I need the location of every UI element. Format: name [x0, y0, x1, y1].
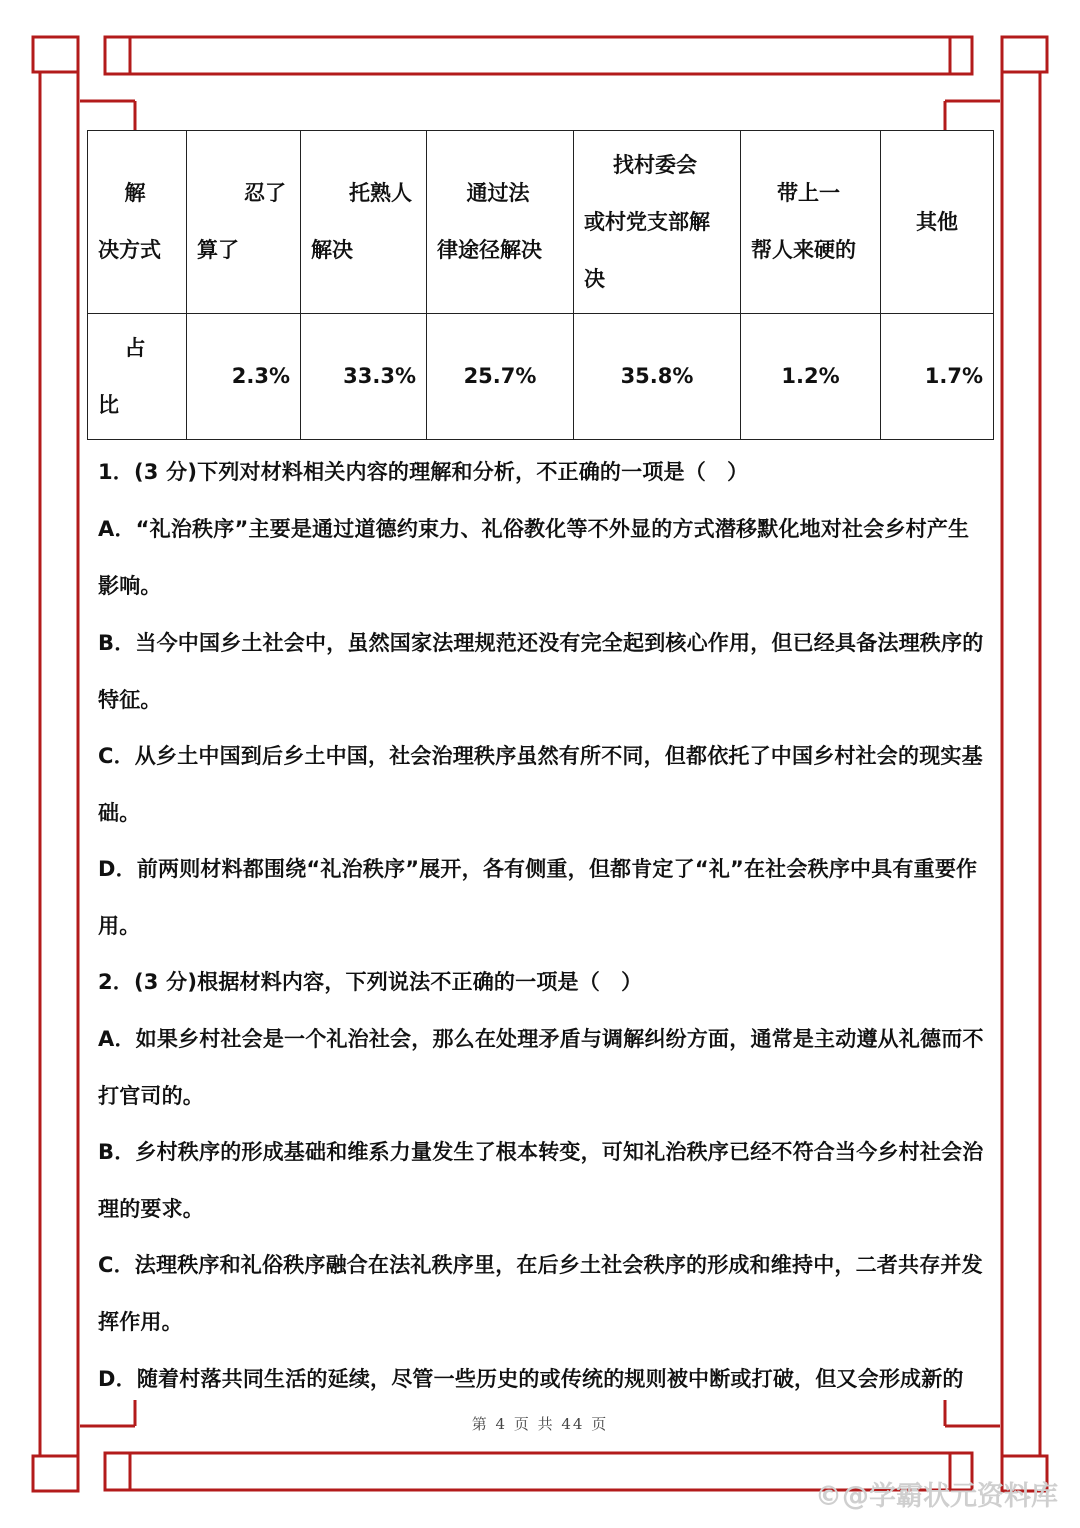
question-2-option-b: B．乡村秩序的形成基础和维系力量发生了根本转变，可知礼治秩序已经不符合当今乡村社会治理的要求。 [98, 1140, 984, 1221]
question-1-option-d: D．前两则材料都围绕“礼治秩序”展开，各有侧重，但都肯定了“礼”在社会秩序中具有重要作用。 [98, 857, 978, 938]
question-2-option-d: D．随着村落共同生活的延续，尽管一些历史的或传统的规则被中断或打破，但又会形成新的 [98, 1367, 964, 1391]
header-cell-village-committee: 找村委会 或村党支部解 决 [574, 131, 741, 314]
question-1-option-c: C．从乡土中国到后乡土中国，社会治理秩序虽然有所不同，但都依托了中国乡村社会的现实基础。 [98, 744, 983, 825]
row-label-cell: 占 比 [88, 314, 187, 440]
header-cell-endure: 忍了 算了 [187, 131, 301, 314]
header-cell-acquaintance: 托熟人 解决 [301, 131, 427, 314]
value-cell: 1.7% [881, 314, 994, 440]
header-cell-other: 其他 [881, 131, 994, 314]
page-number: 第 4 页 共 44 页 [471, 1415, 609, 1433]
value-cell: 25.7% [427, 314, 574, 440]
value-cell: 2.3% [187, 314, 301, 440]
watermark: ©@学霸状元资料库 [815, 1481, 1058, 1512]
header-cell-method: 解 决方式 [88, 131, 187, 314]
value-cell: 35.8% [574, 314, 741, 440]
question-1-option-b: B．当今中国乡土社会中，虽然国家法理规范还没有完全起到核心作用，但已经具备法理秩序的特征。 [98, 631, 984, 712]
header-cell-legal: 通过法 律途径解决 [427, 131, 574, 314]
question-2-option-a: A．如果乡村社会是一个礼治社会，那么在处理矛盾与调解纠纷方面，通常是主动遵从礼德而不打官司的。 [98, 1027, 984, 1108]
value-cell: 33.3% [301, 314, 427, 440]
question-2-stem: 2．(3 分)根据材料内容，下列说法不正确的一项是（ ） [98, 970, 643, 994]
question-2-option-c: C．法理秩序和礼俗秩序融合在法礼秩序里，在后乡土社会秩序的形成和维持中，二者共存并发挥作用。 [98, 1253, 983, 1334]
table-header-row [88, 131, 994, 314]
question-1-option-a: A．“礼治秩序”主要是通过道德约束力、礼俗教化等不外显的方式潜移默化地对社会乡村产生影响。 [98, 517, 970, 598]
table-value-row [88, 314, 994, 440]
survey-table [87, 130, 994, 440]
question-1-stem: 1．(3 分)下列对材料相关内容的理解和分析，不正确的一项是（ ） [98, 460, 749, 484]
header-cell-force: 带上一 帮人来硬的 [741, 131, 881, 314]
value-cell: 1.2% [741, 314, 881, 440]
